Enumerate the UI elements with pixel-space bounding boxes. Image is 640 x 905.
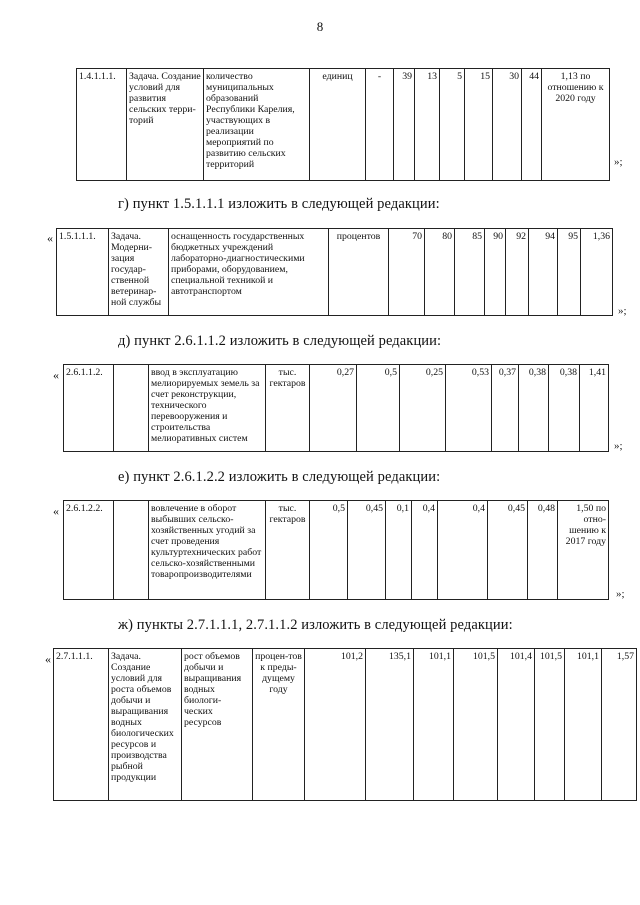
close-quote: »;: [618, 305, 627, 317]
row-code: 1.4.1.1.1.: [77, 69, 127, 181]
value-cell: 44: [522, 69, 542, 181]
unit-cell: процентов: [329, 229, 389, 316]
indicator-text: ввод в эксплуатацию мелиорируемых земель за счет реконструкции, технического перевооружения и строительства мелиоративных систем: [149, 365, 266, 452]
unit-cell: единиц: [310, 69, 366, 181]
value-cell: 0,27: [310, 365, 357, 452]
table-2-6-1-2-2: [63, 500, 609, 600]
row-code: 2.6.1.2.2.: [64, 501, 114, 600]
final-value-cell: 1,50 по отно-шению к 2017 году: [558, 501, 609, 600]
table-row: [57, 229, 613, 316]
heading-zh: ж) пункты 2.7.1.1.1, 2.7.1.1.2 изложить в следующей редакции:: [118, 617, 513, 633]
open-quote: «: [53, 368, 59, 382]
value-cell: 95: [558, 229, 581, 316]
value-cell: 70: [389, 229, 425, 316]
task-text: Задача. Модерни-зация государ-ственной ветеринар-ной службы: [109, 229, 169, 316]
indicator-text: вовлечение в оборот выбывших сельско-хозяйственных угодий за счет проведения культуртехнических работ сельско-хозяйственными товаропроизводителями: [149, 501, 266, 600]
task-text: Задача. Создание условий для развития сельских терри-торий: [127, 69, 204, 181]
value-cell: 92: [506, 229, 529, 316]
value-cell: 0,48: [528, 501, 558, 600]
value-cell: 0,38: [549, 365, 580, 452]
table-1-5-1-1-1: [56, 228, 613, 316]
indicator-text: оснащенность государственных бюджетных учреждений лабораторно-диагностическими приборами, оборудованием, специальной техникой и автотранспортом: [169, 229, 329, 316]
task-cell: [114, 501, 149, 600]
value-cell: 0,5: [310, 501, 348, 600]
value-cell: 0,5: [357, 365, 400, 452]
value-cell: 30: [493, 69, 522, 181]
table-row: [64, 501, 609, 600]
page-number: 8: [316, 19, 324, 34]
value-cell: 13: [415, 69, 440, 181]
open-quote: «: [53, 504, 59, 518]
heading-g: г) пункт 1.5.1.1.1 изложить в следующей редакции:: [118, 196, 440, 212]
close-quote: »;: [614, 156, 623, 168]
value-cell: 39: [394, 69, 415, 181]
table-row: [54, 649, 637, 801]
row-code: 2.7.1.1.1.: [54, 649, 109, 801]
value-cell: 1,57: [602, 649, 637, 801]
heading-e: е) пункт 2.6.1.2.2 изложить в следующей редакции:: [118, 469, 441, 485]
indicator-text: количество муниципальных образований Республики Карелия, участвующих в реализации мероприятий по развитию сельских территорий: [204, 69, 310, 181]
value-cell: 0,1: [386, 501, 412, 600]
value-cell: 5: [440, 69, 465, 181]
row-code: 1.5.1.1.1.: [57, 229, 109, 316]
task-text: Задача. Создание условий для роста объемов добычи и выращивания водных биологических ресурсов и производства рыбной продукции: [109, 649, 182, 801]
value-cell: 101,5: [535, 649, 565, 801]
value-cell: 0,53: [446, 365, 492, 452]
table-2-7-1-1-1: [53, 648, 637, 801]
close-quote: »;: [614, 440, 623, 452]
value-cell: 94: [529, 229, 558, 316]
value-cell: 0,25: [400, 365, 446, 452]
value-cell: 0,37: [492, 365, 519, 452]
value-cell: 1,36: [581, 229, 613, 316]
row-code: 2.6.1.1.2.: [64, 365, 114, 452]
unit-cell: тыс. гектаров: [266, 365, 310, 452]
value-cell: 1,41: [580, 365, 609, 452]
value-cell: 0,4: [412, 501, 438, 600]
value-cell: 0,45: [488, 501, 528, 600]
task-cell: [114, 365, 149, 452]
value-cell: -: [366, 69, 394, 181]
final-value-cell: 1,13 по отношению к 2020 году: [542, 69, 610, 181]
open-quote: «: [47, 231, 53, 245]
heading-d: д) пункт 2.6.1.1.2 изложить в следующей редакции:: [118, 333, 442, 349]
value-cell: 80: [425, 229, 455, 316]
value-cell: 90: [485, 229, 506, 316]
value-cell: 101,2: [305, 649, 366, 801]
value-cell: 85: [455, 229, 485, 316]
value-cell: 101,4: [498, 649, 535, 801]
unit-cell: процен-тов к преды-дущему году: [253, 649, 305, 801]
value-cell: 15: [465, 69, 493, 181]
table-2-6-1-1-2: [63, 364, 609, 452]
open-quote: «: [45, 652, 51, 666]
value-cell: 0,45: [348, 501, 386, 600]
close-quote: »;: [616, 588, 625, 600]
indicator-text: рост объемов добычи и выращивания водных биологи-ческих ресурсов: [182, 649, 253, 801]
value-cell: 135,1: [366, 649, 414, 801]
value-cell: 101,1: [565, 649, 602, 801]
unit-cell: тыс. гектаров: [266, 501, 310, 600]
value-cell: 101,5: [454, 649, 498, 801]
value-cell: 0,4: [438, 501, 488, 600]
table-row: [64, 365, 609, 452]
value-cell: 101,1: [414, 649, 454, 801]
table-row: [77, 69, 610, 181]
table-1-4-1-1-1: [76, 68, 610, 181]
value-cell: 0,38: [519, 365, 549, 452]
